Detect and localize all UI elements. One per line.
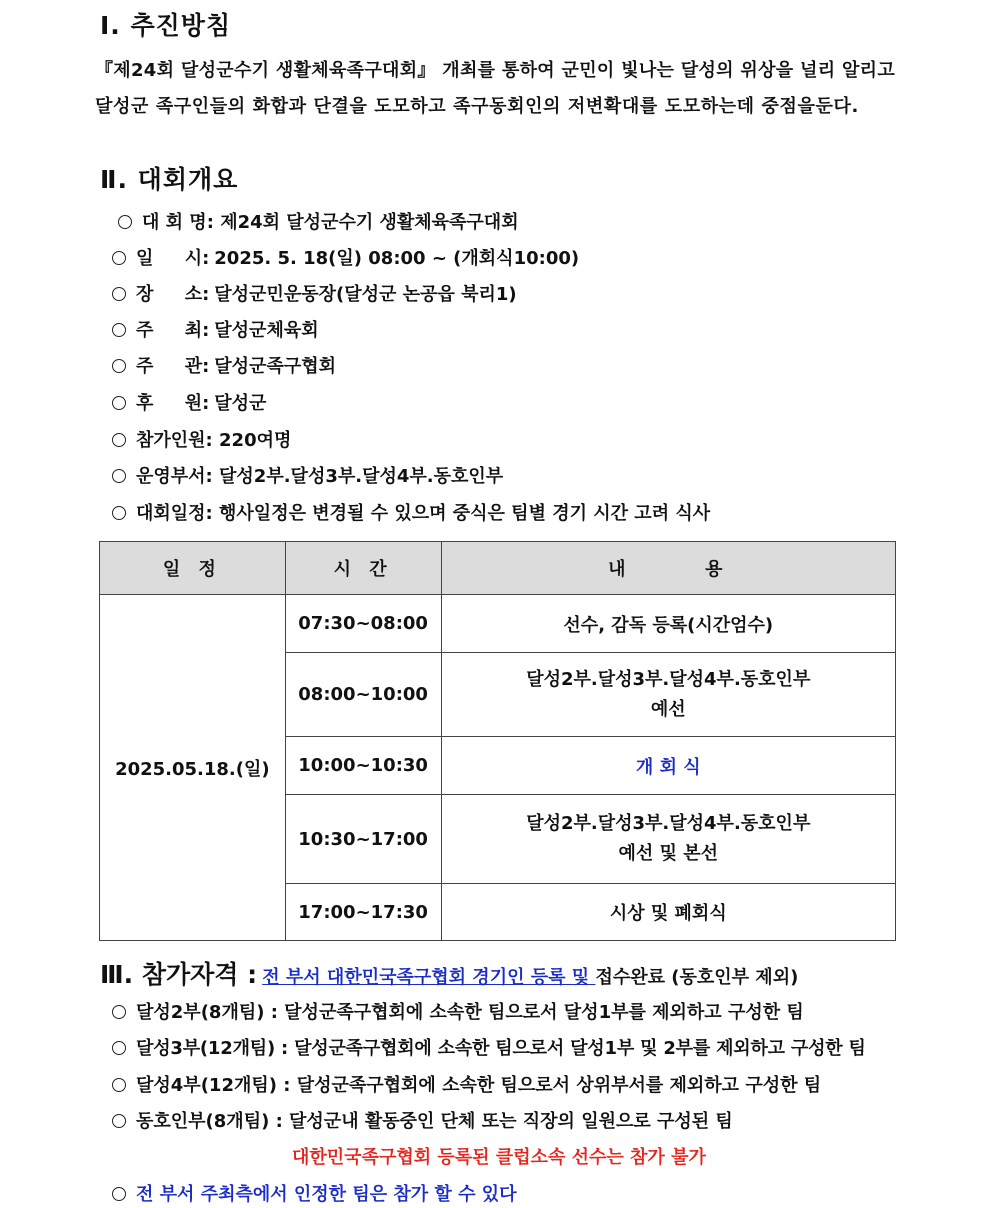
circle-bullet-icon	[112, 287, 126, 301]
overview-item-date: 일 시: 2025. 5. 18(일) 08:00 ~ (개회식10:00)	[112, 244, 579, 270]
row-content-line2: 예선	[650, 698, 686, 720]
section2-heading: Ⅱ. 대회개요	[100, 165, 239, 194]
circle-bullet-icon	[112, 1114, 126, 1128]
schedule-table	[99, 541, 896, 941]
schedule-date: 2025.05.18.(일)	[100, 595, 286, 941]
circle-bullet-icon	[112, 469, 126, 483]
section1-line2: 달성군 족구인들의 화합과 단결을 도모하고 족구동회인의 저변확대를 도모하는데 중점을둔다.	[95, 96, 859, 117]
eligibility-warning: 대한민국족구협회 등록된 클럽소속 선수는 참가 불가	[292, 1147, 706, 1168]
overview-item-organizer: 주 관: 달성군족구협회	[112, 352, 336, 378]
section3-heading: Ⅲ. 참가자격 :	[100, 960, 258, 989]
circle-bullet-icon	[112, 396, 126, 410]
header-content: 내 용	[441, 542, 895, 595]
circle-bullet-icon	[112, 323, 126, 337]
section1-line1: 『제24회 달성군수기 생활체육족구대회』 개최를 통하여 군민이 빛나는 달성의 위상을 널리 알리고	[95, 60, 896, 81]
circle-bullet-icon	[112, 506, 126, 520]
circle-bullet-icon	[112, 433, 126, 447]
table-header-row	[100, 542, 896, 595]
row-time: 10:00~10:30	[285, 737, 441, 795]
row-time: 10:30~17:00	[285, 795, 441, 884]
circle-bullet-icon	[118, 215, 132, 229]
row-content-opening-ceremony: 개 회 식	[441, 737, 895, 795]
row-content	[441, 653, 895, 737]
row-content	[441, 795, 895, 884]
row-time: 07:30~08:00	[285, 595, 441, 653]
eligibility-item: 달성4부(12개팀) : 달성군족구협회에 소속한 팀으로서 상위부서를 제외하고 구성한 팀	[112, 1071, 821, 1097]
overview-item-host: 주 최: 달성군체육회	[112, 316, 319, 342]
section3-heading-row	[100, 955, 798, 991]
overview-item-participants: 참가인원: 220여명	[112, 426, 291, 452]
overview-item-schedule-note: 대회일정: 행사일정은 변경될 수 있으며 중식은 팀별 경기 시간 고려 식사	[112, 499, 710, 525]
overview-item-sponsor: 후 원: 달성군	[112, 389, 266, 415]
eligibility-final-note: 전 부서 주최측에서 인정한 팀은 참가 할 수 있다	[112, 1180, 517, 1206]
eligibility-item: 달성3부(12개팀) : 달성군족구협회에 소속한 팀으로서 달성1부 및 2부를 제외하고 구성한 팀	[112, 1034, 866, 1060]
row-content: 선수, 감독 등록(시간엄수)	[441, 595, 895, 653]
row-content-line2: 예선 및 본선	[618, 843, 719, 864]
table-row	[100, 595, 896, 653]
circle-bullet-icon	[112, 1078, 126, 1092]
row-content-line1: 달성2부.달성3부.달성4부.동호인부	[526, 668, 811, 690]
overview-item-divisions: 운영부서: 달성2부.달성3부.달성4부.동호인부	[112, 462, 503, 488]
row-time: 17:00~17:30	[285, 884, 441, 941]
overview-item-venue: 장 소: 달성군민운동장(달성군 논공읍 북리1)	[112, 280, 517, 306]
section3-note-black: 접수완료 (동호인부 제외)	[595, 967, 799, 988]
section1-heading: Ⅰ. 추진방침	[100, 11, 232, 40]
circle-bullet-icon	[112, 1005, 126, 1019]
circle-bullet-icon	[112, 1187, 126, 1201]
overview-item-name: 대 회 명: 제24회 달성군수기 생활체육족구대회	[118, 208, 519, 234]
section3-note-blue: 전 부서 대한민국족구협회 경기인 등록 및	[262, 967, 596, 988]
circle-bullet-icon	[112, 1041, 126, 1055]
eligibility-item: 동호인부(8개팀) : 달성군내 활동중인 단체 또는 직장의 일원으로 구성된 팀	[112, 1107, 733, 1133]
header-date: 일 정	[100, 542, 286, 595]
eligibility-item: 달성2부(8개팀) : 달성군족구협회에 소속한 팀으로서 달성1부를 제외하고 구성한 팀	[112, 998, 804, 1024]
header-time: 시 간	[285, 542, 441, 595]
row-time: 08:00~10:00	[285, 653, 441, 737]
circle-bullet-icon	[112, 359, 126, 373]
circle-bullet-icon	[112, 251, 126, 265]
row-content: 시상 및 폐회식	[441, 884, 895, 941]
row-content-line1: 달성2부.달성3부.달성4부.동호인부	[526, 813, 811, 834]
